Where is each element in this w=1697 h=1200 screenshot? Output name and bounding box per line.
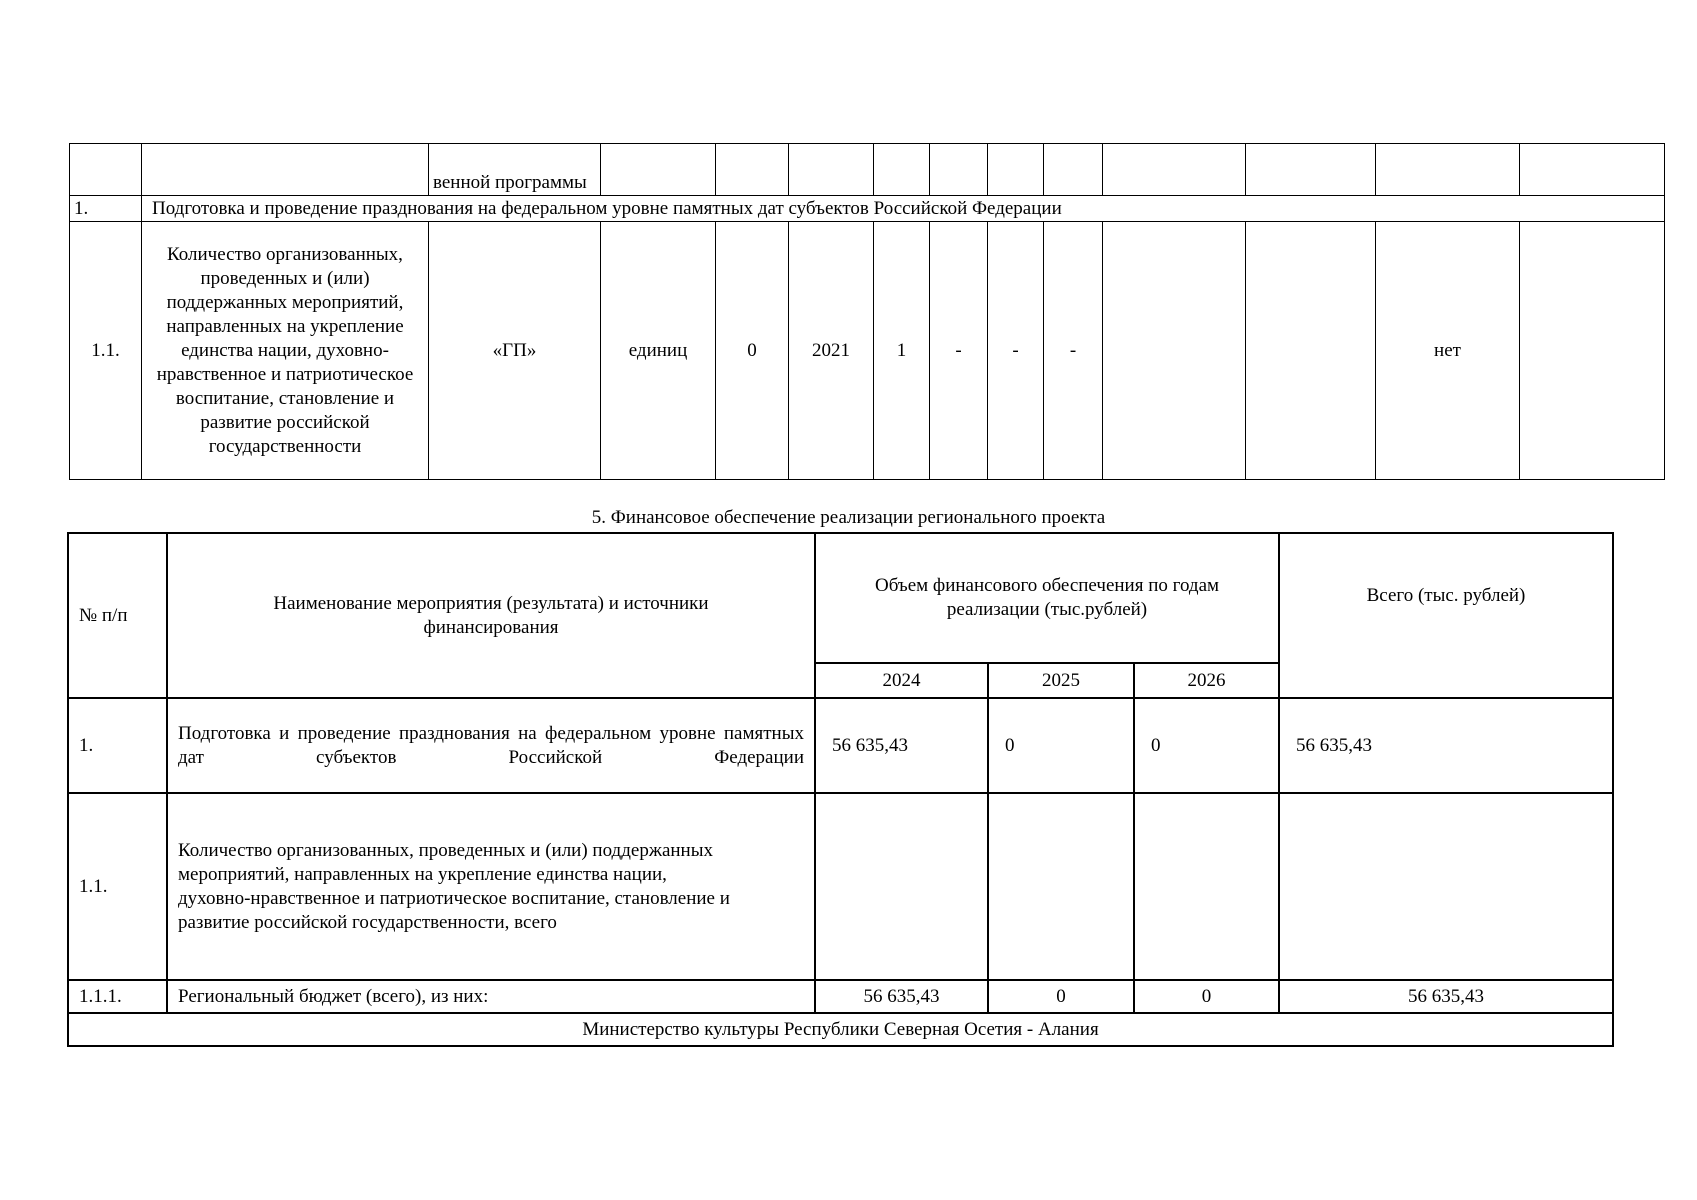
header-year-2025: 2025 [988, 663, 1134, 698]
row-name: Количество организованных, проведенных и (или) поддержанных мероприятий, направленных на укрепление единства нации, духовно-нравственное и патриотическое воспитание, становление и развитие российской государственности, всего [167, 793, 815, 980]
header-year-2026: 2026 [1134, 663, 1279, 698]
row-total: 56 635,43 [1279, 698, 1613, 793]
table-row [68, 980, 1613, 1013]
indicator-unit: единиц [601, 222, 716, 480]
header-year-2024: 2024 [815, 663, 988, 698]
row-number: 1.1. [68, 793, 167, 980]
header-total: Всего (тыс. рублей) [1279, 533, 1613, 698]
finance-section-title: 5. Финансовое обеспечение реализации регионального проекта [591, 507, 1106, 528]
header-row [68, 533, 1613, 663]
row-name: Региональный бюджет (всего), из них: [167, 980, 815, 1013]
header-name: Наименование мероприятия (результата) и источники финансирования [167, 533, 815, 698]
row-2026 [1134, 793, 1279, 980]
table-row [68, 698, 1613, 793]
footer-row [68, 1013, 1613, 1046]
value-2: - [930, 222, 988, 480]
indicator-name: Количество организованных, проведенных и (или) поддержанных мероприятий, направленных на укрепление единства нации, духовно-нравственное и патриотическое воспитание, становление и развитие российской государственности [142, 222, 429, 480]
table-row [70, 144, 1665, 196]
row-2026: 0 [1134, 698, 1279, 793]
section-row [70, 196, 1665, 222]
indicators-table [69, 143, 1665, 480]
value-4: - [1044, 222, 1103, 480]
row-number: 1.1. [70, 222, 142, 480]
row-number: 1.1.1. [68, 980, 167, 1013]
row-2024: 56 635,43 [815, 698, 988, 793]
base-year: 2021 [789, 222, 874, 480]
row-number: 1. [68, 698, 167, 793]
responsible-ministry: Министерство культуры Республики Северная Осетия - Алания [68, 1013, 1613, 1046]
value-3: - [988, 222, 1044, 480]
indicator-level: «ГП» [429, 222, 601, 480]
row-total: 56 635,43 [1279, 980, 1613, 1013]
table-row [70, 222, 1665, 480]
row-2024 [815, 793, 988, 980]
continuation-text: венной программы [429, 144, 601, 196]
section-number: 1. [70, 196, 142, 222]
row-total [1279, 793, 1613, 980]
row-name: Подготовка и проведение празднования на федеральном уровне памятных дат субъектов Российской Федерации [167, 698, 815, 793]
row-2025: 0 [988, 698, 1134, 793]
header-volume: Объем финансового обеспечения по годам реализации (тыс.рублей) [815, 533, 1279, 663]
row-2025: 0 [988, 980, 1134, 1013]
header-num: № п/п [68, 533, 167, 698]
base-value: 0 [716, 222, 789, 480]
section-title: Подготовка и проведение празднования на федеральном уровне памятных дат субъектов Российской Федерации [142, 196, 1665, 222]
row-2024: 56 635,43 [815, 980, 988, 1013]
table-row [68, 793, 1613, 980]
value-1: 1 [874, 222, 930, 480]
indicator-extra: нет [1376, 222, 1520, 480]
row-2026: 0 [1134, 980, 1279, 1013]
finance-table [67, 532, 1614, 1047]
row-2025 [988, 793, 1134, 980]
